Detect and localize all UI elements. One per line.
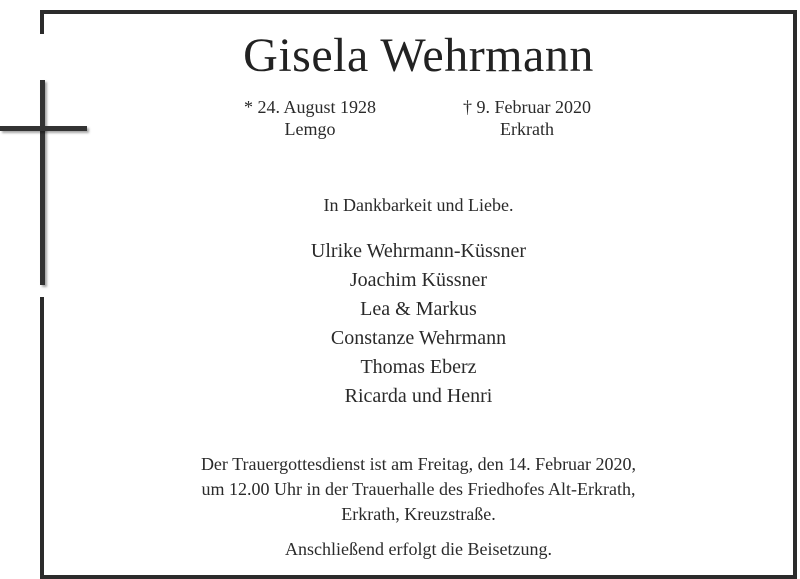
deceased-name: Gisela Wehrmann (243, 29, 594, 82)
mourner-name: Ricarda und Henri (344, 385, 493, 407)
service-info (44, 452, 793, 527)
mourner-name: Joachim Küssner (349, 269, 488, 291)
dedication-text: In Dankbarkeit und Liebe. (323, 195, 514, 215)
frame-right-border (793, 10, 797, 579)
cross-horizontal-bar (0, 126, 87, 131)
burial-note: Anschließend erfolgt die Beisetzung. (285, 539, 552, 559)
frame-bottom-border (40, 575, 797, 579)
service-line: Erkrath, Kreuzstraße. (341, 504, 496, 524)
mourners-list (44, 237, 793, 411)
mourner-name: Constanze Wehrmann (330, 327, 507, 349)
mourner-name: Thomas Eberz (360, 356, 477, 378)
mourner-name: Lea & Markus (360, 298, 477, 320)
service-line: um 12.00 Uhr in der Trauerhalle des Friedhofes Alt-Erkrath, (201, 479, 636, 499)
death-date: † 9. Februar 2020 (463, 97, 591, 117)
birth-info (190, 96, 430, 140)
birth-date: * 24. August 1928 (243, 97, 376, 117)
service-line: Der Trauergottesdienst ist am Freitag, den 14. Februar 2020, (200, 454, 637, 474)
frame-top-border (40, 10, 797, 14)
death-info (407, 96, 647, 140)
birth-place: Lemgo (284, 119, 336, 139)
death-place: Erkrath (500, 119, 554, 139)
mourner-name: Ulrike Wehrmann-Küssner (310, 240, 527, 262)
